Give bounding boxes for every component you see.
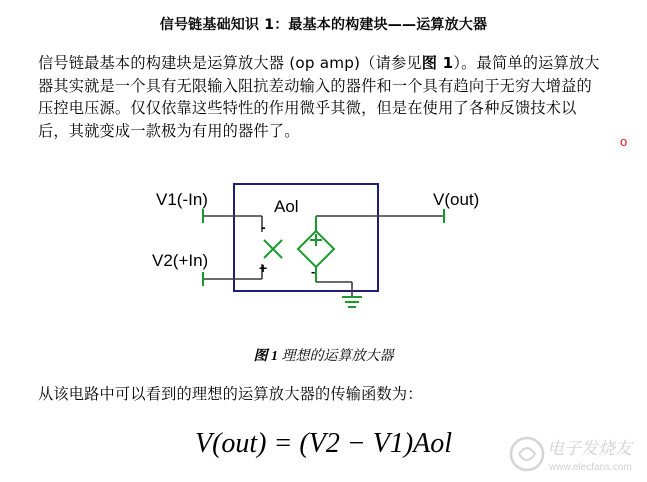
red-mark: o: [620, 134, 628, 149]
elecfans-watermark: [507, 432, 639, 476]
op-amp-box: [234, 184, 378, 291]
figure-caption: [0, 345, 647, 365]
source-minus-label: -: [311, 264, 316, 279]
watermark-logo-icon: [511, 438, 543, 470]
gain-label: Aol: [274, 197, 299, 216]
watermark-url-text: www.elecfans.com: [549, 462, 632, 473]
v1-label: V1(-In): [156, 190, 208, 209]
figure-reference: 图 1: [421, 54, 454, 72]
intro-paragraph-start: 信号链最基本的构建块是运算放大器 (op amp)（请参见: [38, 54, 422, 72]
document-title: 信号链基础知识 1：最基本的构建块——运算放大器: [159, 17, 488, 33]
minus-input-label: -: [261, 219, 266, 235]
transfer-function-lead: 从该电路中可以看到的理想的运算放大器的传输函数为：: [38, 385, 423, 403]
intro-paragraph-end: ）。最简单的运算放大器其实就是一个具有无限输入阻抗差动输入的器件和一个具有趋向于无穷大增益的压控电压源。仅仅依靠这些特性的作用微乎其微，但是在使用了各种反馈技术以后，其就变成一款极为有用的器件了。: [38, 54, 600, 140]
plus-input-label: +: [259, 260, 268, 276]
transfer-function-formula: V(out) = (V2 − V1)Aol: [194, 428, 453, 459]
vout-label: V(out): [433, 190, 480, 209]
figure-caption-text: 理想的运算放大器: [281, 349, 394, 364]
figure-number: 图 1: [253, 349, 278, 364]
v2-label: V2(+In): [152, 251, 209, 270]
watermark-cn-text: 电子发烧友: [547, 439, 632, 459]
